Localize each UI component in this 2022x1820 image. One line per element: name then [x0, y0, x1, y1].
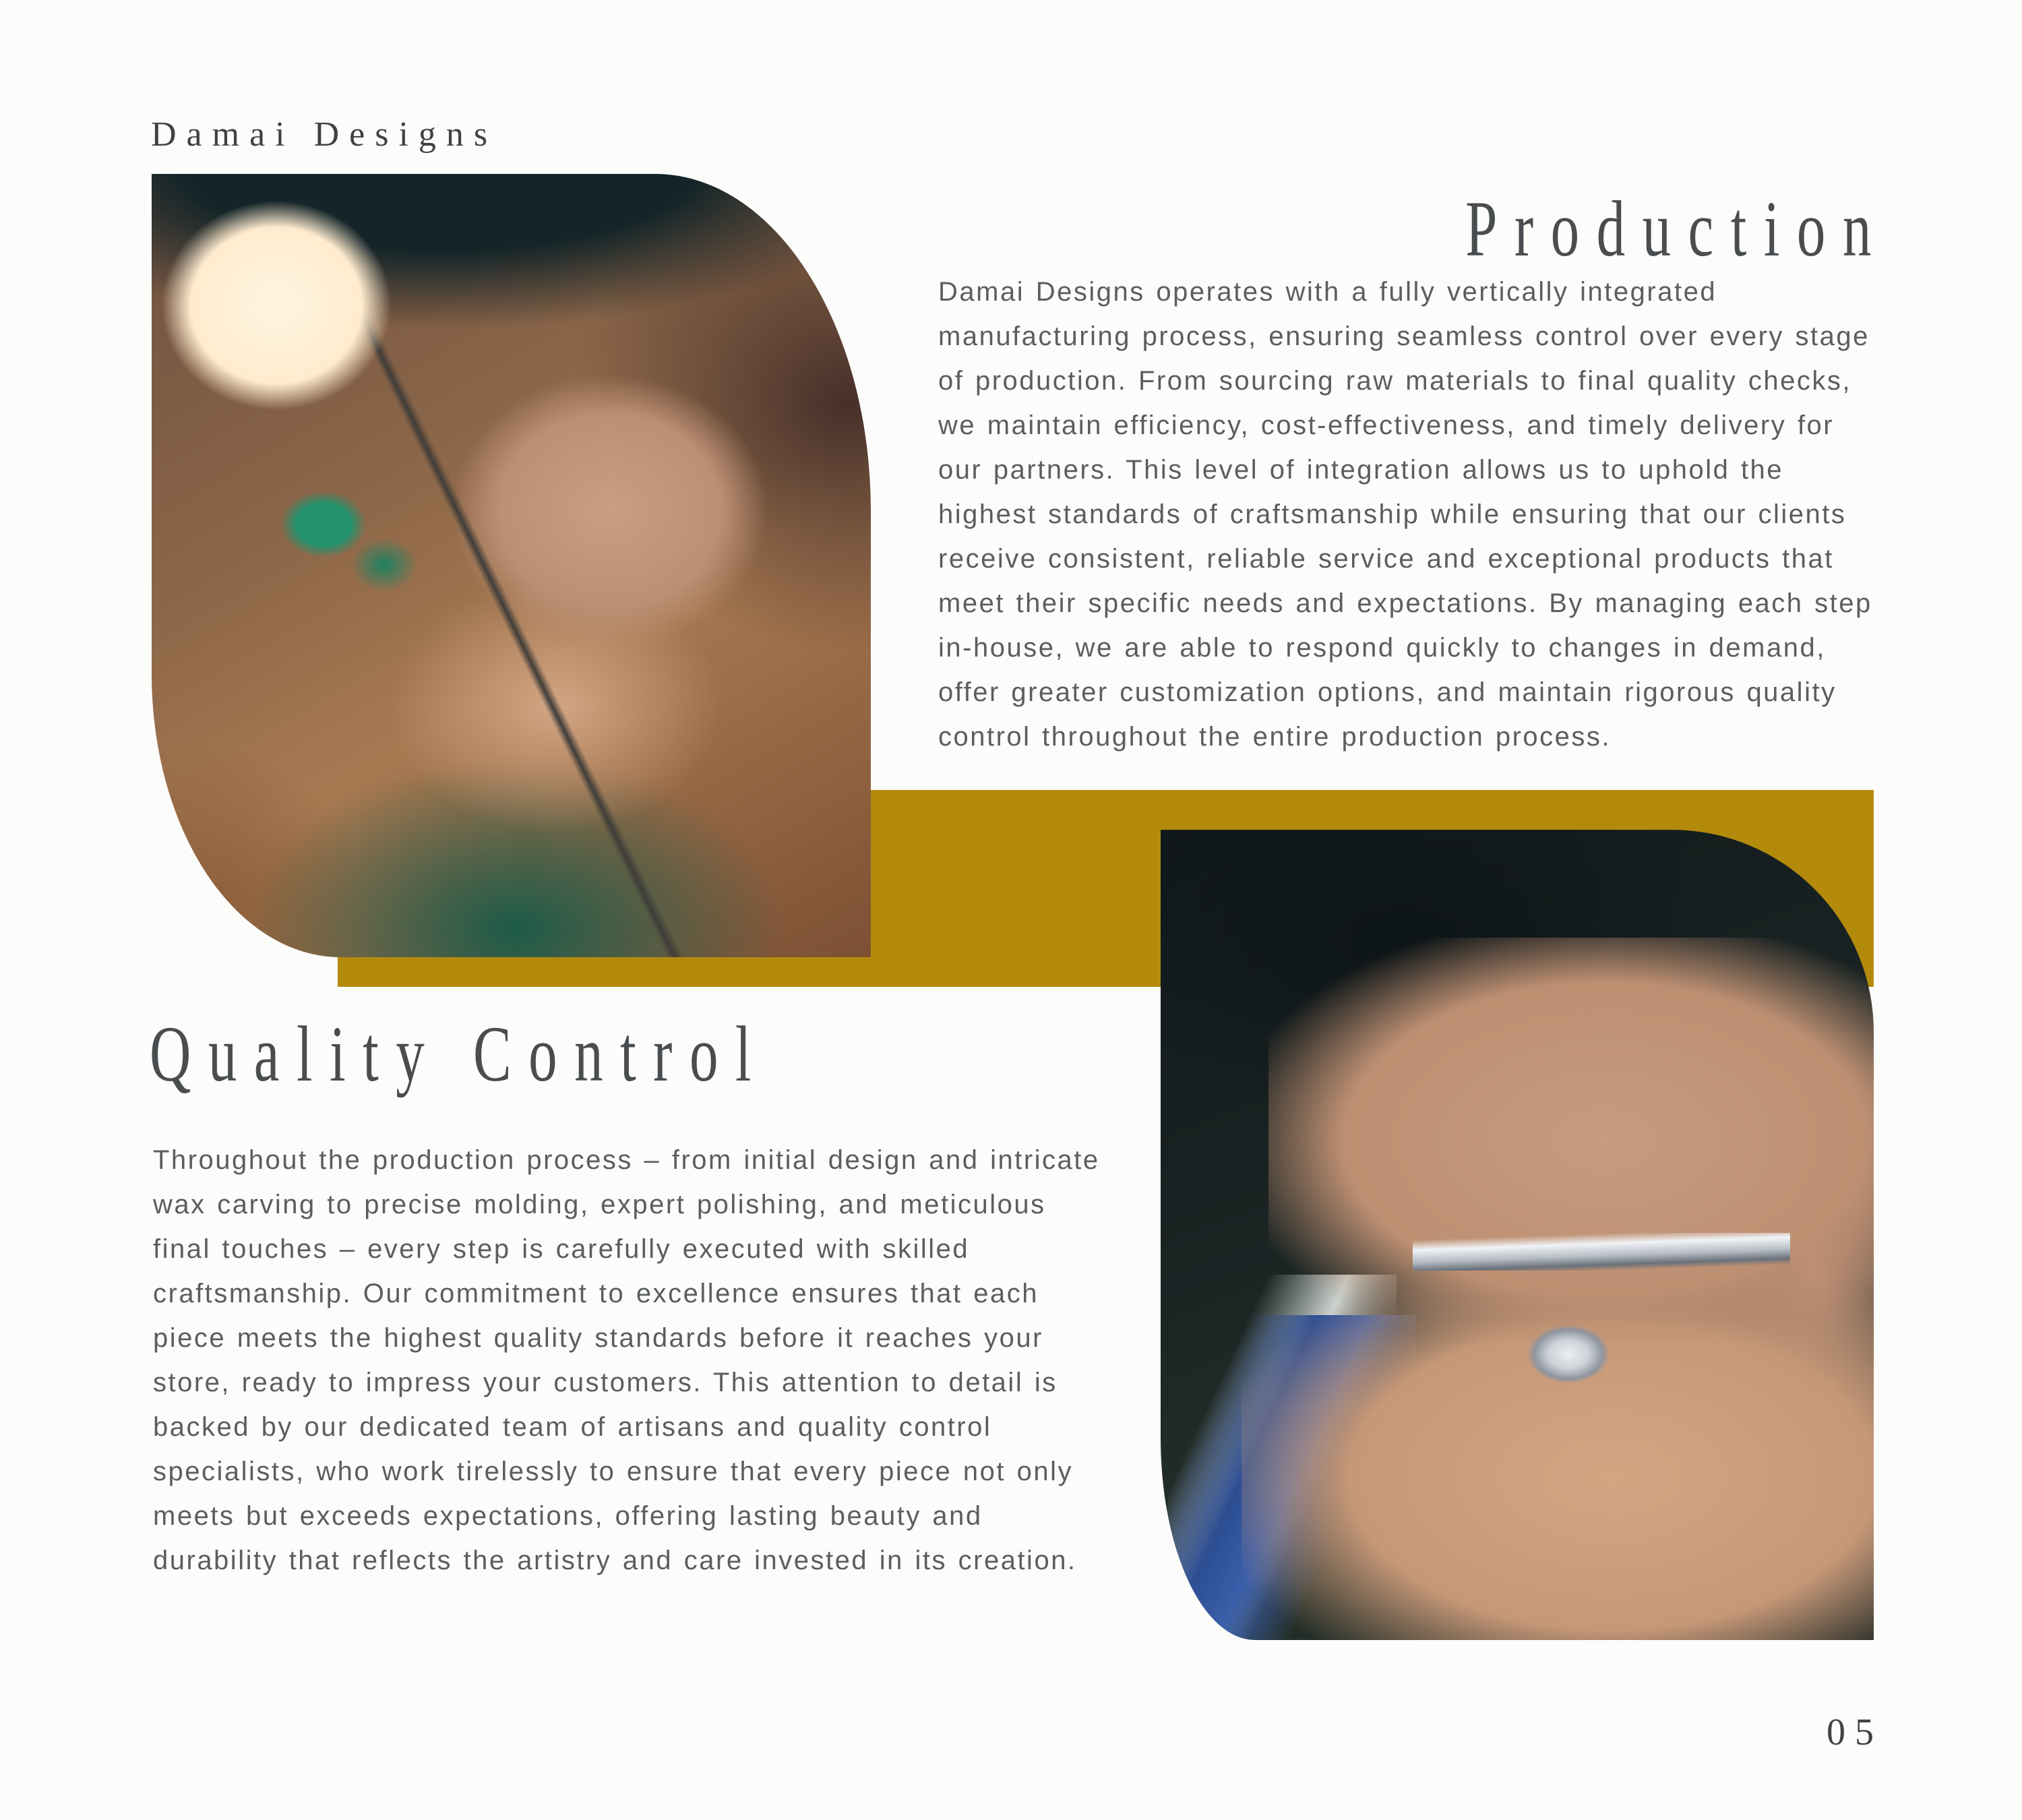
brand-name: Damai Designs [151, 115, 498, 154]
quality-control-paragraph: Throughout the production process – from initial design and intricate wax carving to precise molding, expert polishing, and meticulous final touches – every step is carefully executed with skilled craftsmanship. Our commitment to excellence ensures that each piece meets the highest quality standards before it reaches your store, ready to impress your customers. This attention to detail is backed by our dedicated team of artisans and quality control specialists, who work tirelessly to ensure that every piece not only meets but exceeds expectations, offering lasting beauty and durability that reflects the artistry and care invested in its creation. [153, 1145, 1100, 1575]
production-photo [152, 174, 871, 957]
quality-control-heading: Quality Control [150, 1010, 769, 1098]
page-number: 05 [1827, 1711, 1883, 1753]
quality-photo [1161, 830, 1874, 1640]
production-heading: Production [1465, 185, 1889, 273]
production-paragraph: Damai Designs operates with a fully vertically integrated manufacturing process, ensuring seamless control over every stage of production. From sourcing raw materials to final quality checks, we maintain efficiency, cost-effectiveness, and timely delivery for our partners. This level of integration allows us to uphold the highest standards of craftsmanship while ensuring that our clients receive consistent, reliable service and exceptional products that meet their specific needs and expectations. By managing each step in-house, we are able to respond quickly to changes in demand, offer greater customization options, and maintain rigorous quality control throughout the entire production process. [938, 277, 1872, 752]
